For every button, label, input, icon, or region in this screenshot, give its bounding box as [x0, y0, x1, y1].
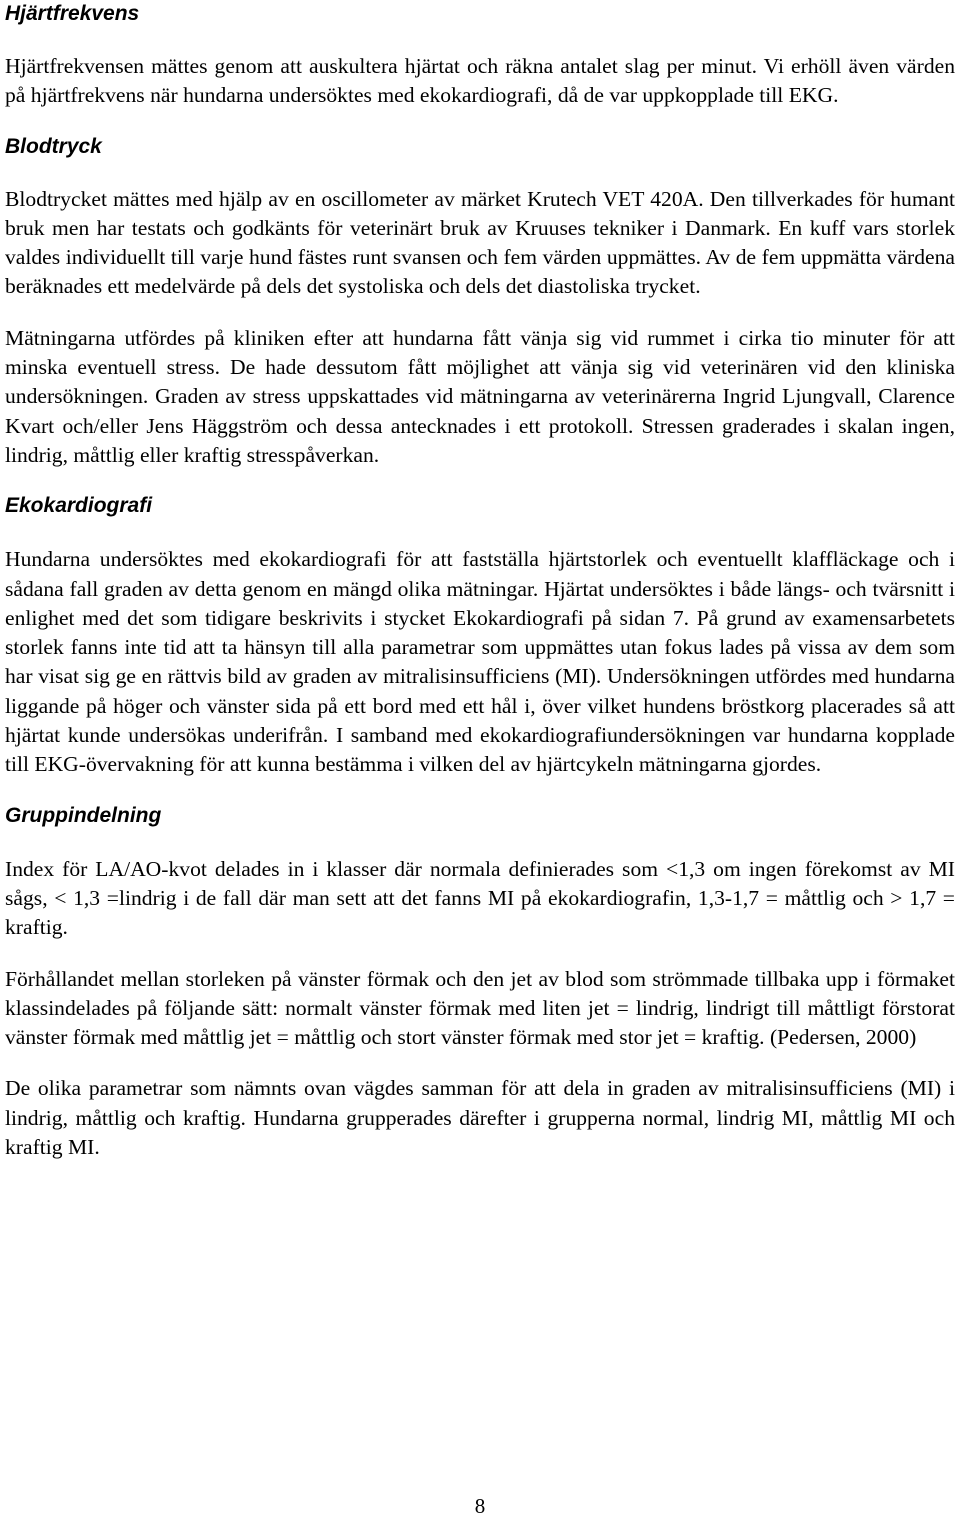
page-number: 8 — [474, 1494, 486, 1518]
paragraph-blodtryck-2: Mätningarna utfördes på kliniken efter att hundarna fått vänja sig vid rummet i cirka tio minuter för att minska eventuell stress. De hade dessutom fått möjlighet att vänja sig vid veterinären vid den kliniska undersökningen. Graden av stress uppskattades vid mätningarna av veterinärerna Ingrid Ljungvall, Clarence Kvart och/eller Jens Häggström och dessa antecknades i ett protokoll. Stressen graderades i skalan ingen, lindrig, måttlig eller kraftig stresspåverkan. — [5, 325, 955, 467]
paragraph-gruppindelning-2: Förhållandet mellan storleken på vänster förmak och den jet av blod som strömmade tillbaka upp i förmaket klassindelades på följande sätt: normalt vänster förmak med liten jet = lindrig, lindrigt till måttligt förstorat vänster förmak med måttlig jet = måttlig och stort vänster förmak med stor jet = kraftig. (Pedersen, 2000) — [5, 966, 955, 1050]
paragraph-gruppindelning-3: De olika parametrar som nämnts ovan vägdes samman för att dela in graden av mitralisinsufficiens (MI) i lindrig, måttlig och kraftig. Hundarna grupperades därefter i grupperna normal, lindrig MI, måttlig MI och kraftig MI. — [5, 1076, 955, 1160]
heading-hjartfrekvens: Hjärtfrekvens — [5, 2, 140, 25]
paragraph-ekokardiografi: Hundarna undersöktes med ekokardiografi för att fastställa hjärtstorlek och eventuellt klaffläckage och i sådana fall graden av detta genom en mängd olika mätningar. Hjärtat undersöktes i både längs- och tvärsnitt i enlighet med det som tidigare beskrivits i stycket Ekokardiografi på sidan 7. På grund av examensarbetets storlek fanns inte tid att ta hänsyn till alla parametrar som uppmättes utan fokus lades på vissa av dem som har visat sig ge en rättvis bild av graden av mitralisinsufficiens (MI). Undersökningen utfördes med hundarna liggande på höger och vänster sida på ett bord med ett hål i, över vilket hundens bröstkorg placerades så att hjärtat kunde undersökas underifrån. I samband med ekokardiografiundersökningen var hundarna kopplade till EKG-övervakning för att kunna bestämma i vilken del av hjärtcykeln mätningarna gjordes. — [5, 547, 955, 777]
page-content — [5, 0, 955, 1162]
paragraph-blodtryck-1: Blodtrycket mättes med hjälp av en oscillometer av märket Krutech VET 420A. Den tillverkades för humant bruk men har testats och godkänts för veterinärt bruk av Kruuses tekniker i Danmark. En kuff vars storlek valdes individuellt till varje hund fästes runt svansen och fem värden uppmättes. Av de fem uppmätta värdena beräknades ett medelvärde på dels det systoliska och dels det diastoliska trycket. — [5, 186, 955, 299]
paragraph-gruppindelning-1: Index för LA/AO-kvot delades in i klasser där normala definierades som <1,3 om ingen förekomst av MI sågs, < 1,3 =lindrig i de fall där man sett att det fanns MI på ekokardiografin, 1,3-1,7 = måttlig och > 1,7 = kraftig. — [5, 856, 955, 940]
heading-gruppindelning: Gruppindelning — [5, 803, 162, 827]
heading-blodtryck: Blodtryck — [5, 134, 102, 158]
heading-ekokardiografi: Ekokardiografi — [5, 494, 153, 518]
paragraph-hjartfrekvens: Hjärtfrekvensen mättes genom att auskultera hjärtat och räkna antalet slag per minut. Vi erhöll även värden på hjärtfrekvens när hundarna undersöktes med ekokardiografi, då de var uppkopplade till EKG. — [5, 54, 955, 108]
